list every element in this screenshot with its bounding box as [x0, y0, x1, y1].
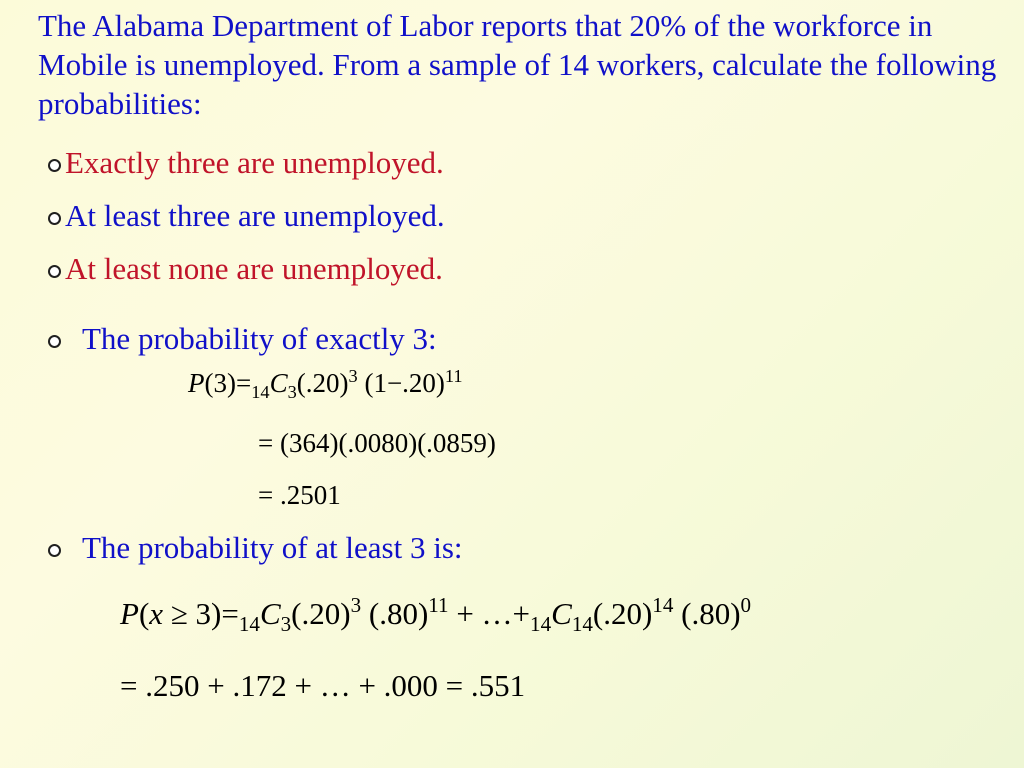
formula-term: ≥ 3)= [163, 596, 239, 631]
problem-statement: The Alabama Department of Labor reports that 20% of the workforce in Mobile is unemployed. From a sample of 14 workers, calculate the following probabilities: [38, 8, 997, 121]
list-item-label: At least three are unemployed. [65, 198, 445, 233]
formula-term: (.20) [291, 596, 351, 631]
formula-term: (.20) [592, 596, 653, 631]
formula-term: P [120, 596, 139, 631]
hollow-circle-bullet-icon [48, 544, 61, 557]
formula-term: (1−.20) [364, 368, 445, 398]
formula-subscript: 14 [251, 382, 270, 403]
list-item-at-least-three [48, 198, 445, 234]
formula-term: ( [138, 596, 150, 631]
formula-exactly-three-result: = .2501 [258, 480, 341, 510]
formula-term: P [188, 368, 205, 398]
formula-term: C [551, 596, 572, 631]
hollow-circle-bullet-icon [48, 212, 61, 225]
list-item-at-least-none [48, 251, 443, 287]
heading-label: The probability of exactly 3: [82, 321, 437, 356]
list-item-label: At least none are unemployed. [65, 251, 443, 286]
formula-exponent: 3 [350, 593, 362, 618]
formula-term: (3)= [204, 368, 252, 398]
formula-subscript: 3 [280, 612, 292, 637]
formula-exponent: 0 [740, 593, 752, 618]
formula-term: (.20) [296, 368, 349, 398]
formula-subscript: 14 [530, 612, 552, 637]
formula-term: (.80) [368, 596, 429, 631]
list-item-exactly-three [48, 145, 444, 181]
formula-subscript: 14 [238, 612, 260, 637]
hollow-circle-bullet-icon [48, 335, 61, 348]
list-item-label: Exactly three are unemployed. [65, 145, 444, 180]
hollow-circle-bullet-icon [48, 265, 61, 278]
formula-at-least-three-result: = .250 + .172 + … + .000 = .551 [120, 668, 526, 703]
exactly-three-heading [48, 321, 437, 357]
formula-term: C [259, 596, 281, 631]
formula-term: C [269, 368, 288, 398]
formula-exponent: 11 [444, 365, 463, 386]
hollow-circle-bullet-icon [48, 159, 61, 172]
formula-at-least-three [120, 593, 752, 637]
formula-subscript: 14 [571, 612, 593, 637]
formula-exactly-three [188, 365, 463, 403]
heading-label: The probability of at least 3 is: [82, 530, 463, 565]
formula-exactly-three-step: = (364)(.0080)(.0859) [258, 428, 496, 458]
formula-term: x [149, 596, 164, 631]
formula-exponent: 14 [652, 593, 674, 618]
formula-subscript: 3 [287, 382, 297, 403]
formula-exponent: 11 [428, 593, 449, 618]
formula-term: + …+ [448, 596, 531, 631]
formula-term: (.80) [681, 596, 741, 631]
at-least-three-heading [48, 530, 463, 566]
formula-exponent: 3 [348, 365, 358, 386]
